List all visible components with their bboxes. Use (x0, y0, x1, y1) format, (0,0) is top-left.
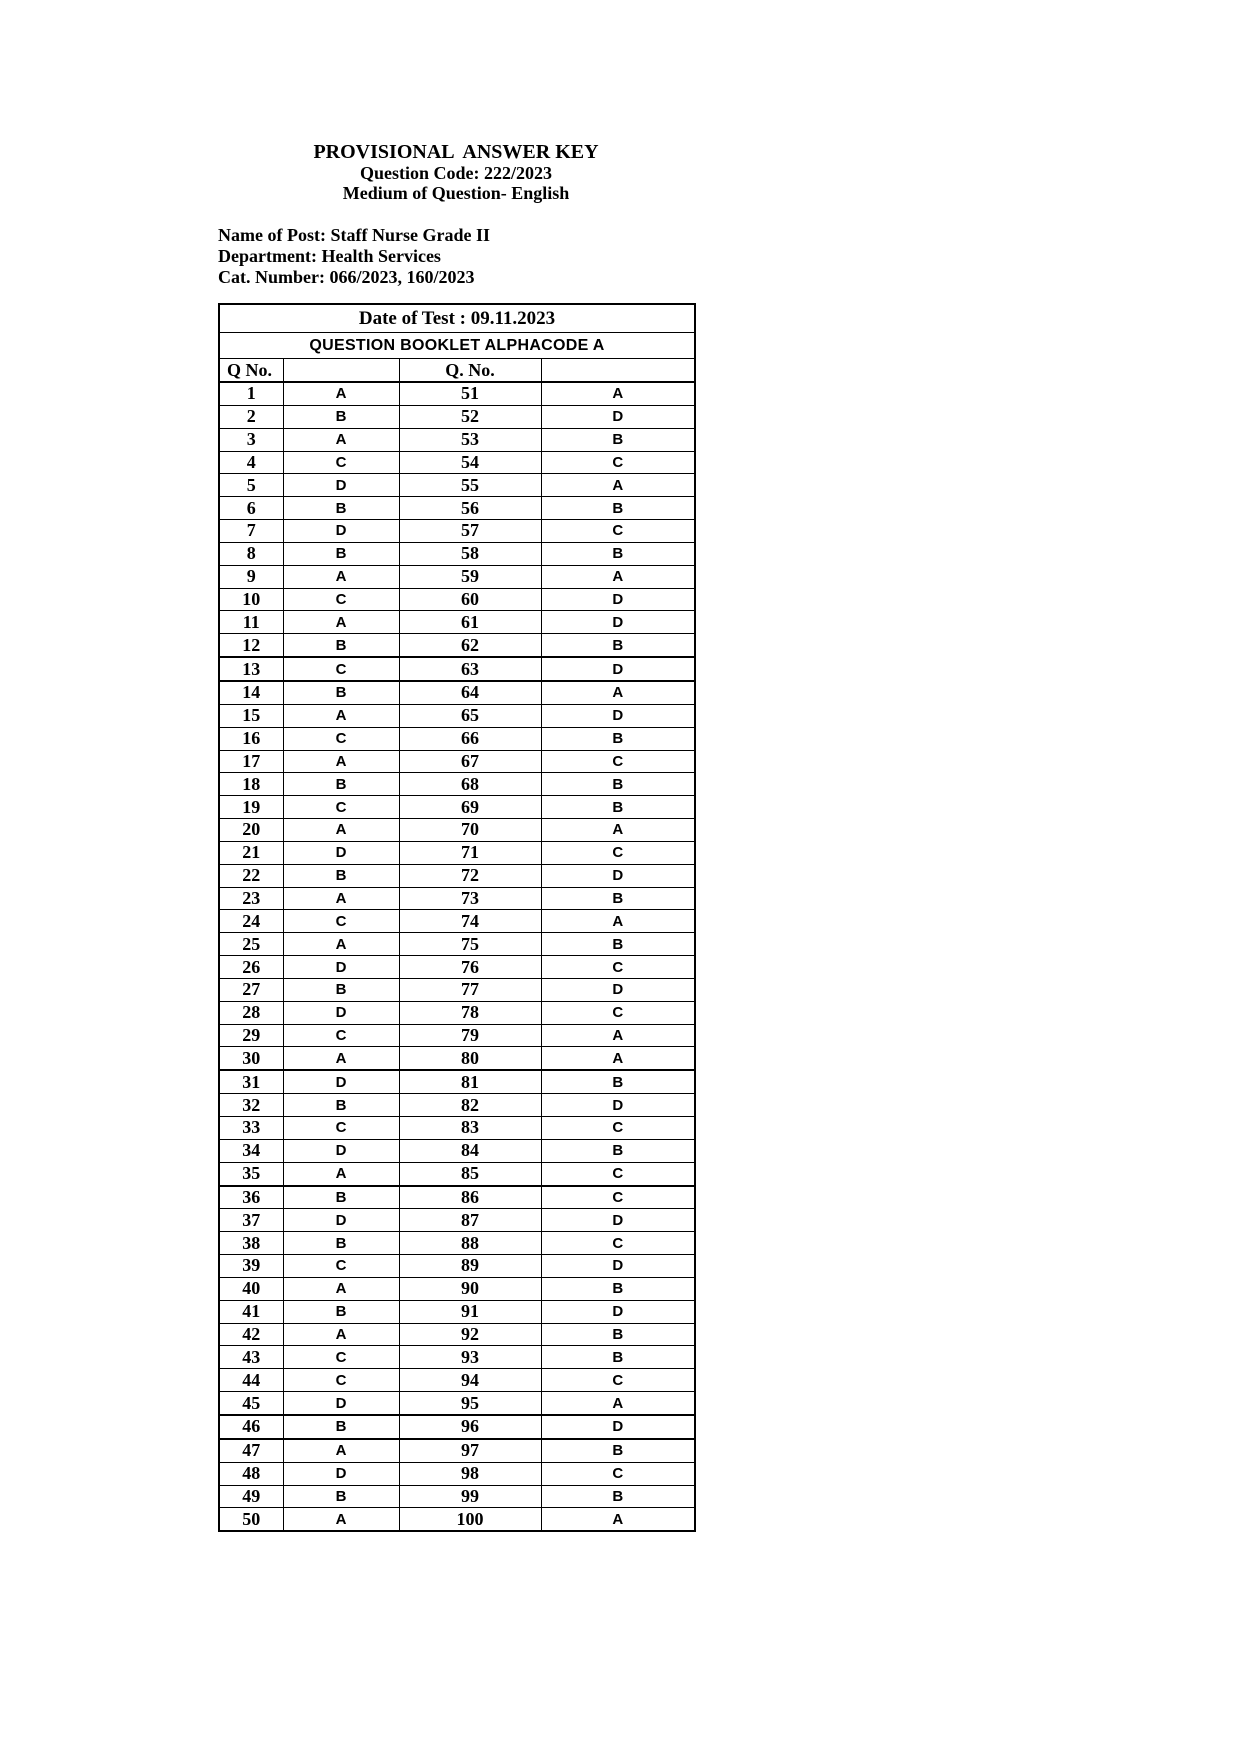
col-header-answer-2 (541, 359, 695, 383)
question-number-cell: 61 (399, 611, 541, 634)
answer-cell: B (541, 1139, 695, 1162)
question-number-cell: 29 (219, 1024, 283, 1047)
question-number-cell: 65 (399, 704, 541, 727)
question-number-cell: 80 (399, 1047, 541, 1070)
question-number-cell: 97 (399, 1439, 541, 1462)
table-row (219, 956, 695, 979)
medium-of-question: Medium of Question- English (342, 183, 570, 203)
table-row (219, 1300, 695, 1323)
table-row (219, 1139, 695, 1162)
question-number-cell: 38 (219, 1232, 283, 1255)
answer-rows (219, 382, 695, 1531)
question-number-cell: 64 (399, 681, 541, 704)
question-number-cell: 82 (399, 1094, 541, 1117)
answer-cell: B (541, 1346, 695, 1369)
question-number-cell: 8 (219, 542, 283, 565)
question-number-cell: 49 (219, 1485, 283, 1508)
table-row (219, 1209, 695, 1232)
table-row (219, 1047, 695, 1070)
question-number-cell: 34 (219, 1139, 283, 1162)
answer-cell: B (541, 1323, 695, 1346)
doc-title: PROVISIONAL ANSWER KEY (313, 141, 599, 163)
table-row (219, 1070, 695, 1093)
table-row (219, 1392, 695, 1415)
question-number-cell: 92 (399, 1323, 541, 1346)
answer-cell: D (283, 1070, 399, 1093)
question-number-cell: 67 (399, 750, 541, 773)
table-row (219, 796, 695, 819)
table-row (219, 887, 695, 910)
question-number-cell: 12 (219, 634, 283, 657)
answer-cell: C (541, 750, 695, 773)
table-row (219, 1255, 695, 1278)
question-number-cell: 72 (399, 864, 541, 887)
question-number-cell: 51 (399, 382, 541, 405)
answer-cell: C (283, 1117, 399, 1140)
question-number-cell: 85 (399, 1162, 541, 1185)
question-number-cell: 39 (219, 1255, 283, 1278)
answer-cell: A (283, 750, 399, 773)
answer-cell: D (541, 657, 695, 681)
answer-cell: D (541, 1209, 695, 1232)
answer-cell: A (541, 1047, 695, 1070)
table-row (219, 382, 695, 405)
answer-cell: D (283, 474, 399, 497)
answer-cell: D (283, 520, 399, 543)
table-row (219, 681, 695, 704)
question-number-cell: 89 (399, 1255, 541, 1278)
answer-cell: A (283, 933, 399, 956)
answer-cell: B (541, 1439, 695, 1462)
answer-cell: A (283, 887, 399, 910)
table-row (219, 1162, 695, 1185)
table-row (219, 1186, 695, 1209)
question-number-cell: 88 (399, 1232, 541, 1255)
title-block (218, 142, 694, 203)
answer-cell: A (541, 1024, 695, 1047)
question-number-cell: 91 (399, 1300, 541, 1323)
answer-cell: C (541, 1001, 695, 1024)
name-of-post: Name of Post: Staff Nurse Grade II (218, 225, 490, 245)
question-number-cell: 46 (219, 1415, 283, 1439)
answer-cell: C (541, 1232, 695, 1255)
question-number-cell: 95 (399, 1392, 541, 1415)
col-header-qno-2: Q. No. (399, 359, 541, 383)
table-row (219, 1094, 695, 1117)
table-row (219, 864, 695, 887)
question-number-cell: 17 (219, 750, 283, 773)
question-number-cell: 44 (219, 1369, 283, 1392)
question-number-cell: 84 (399, 1139, 541, 1162)
question-number-cell: 9 (219, 565, 283, 588)
answer-cell: D (283, 1139, 399, 1162)
question-number-cell: 28 (219, 1001, 283, 1024)
cat-number: Cat. Number: 066/2023, 160/2023 (218, 267, 475, 287)
question-number-cell: 68 (399, 773, 541, 796)
question-number-cell: 87 (399, 1209, 541, 1232)
answer-cell: B (283, 1186, 399, 1209)
answer-cell: D (541, 1300, 695, 1323)
table-row (219, 727, 695, 750)
table-row (219, 657, 695, 681)
table-row (219, 451, 695, 474)
question-number-cell: 36 (219, 1186, 283, 1209)
booklet-alphacode: QUESTION BOOKLET ALPHACODE A (219, 333, 695, 359)
table-row (219, 1369, 695, 1392)
answer-cell: B (541, 634, 695, 657)
question-number-cell: 20 (219, 819, 283, 842)
answer-cell: B (283, 542, 399, 565)
question-number-cell: 73 (399, 887, 541, 910)
column-header-row (219, 359, 695, 383)
table-row (219, 1485, 695, 1508)
table-row (219, 1024, 695, 1047)
answer-cell: D (541, 405, 695, 428)
answer-cell: A (283, 819, 399, 842)
question-number-cell: 40 (219, 1277, 283, 1300)
question-number-cell: 23 (219, 887, 283, 910)
question-number-cell: 70 (399, 819, 541, 842)
question-number-cell: 26 (219, 956, 283, 979)
question-number-cell: 98 (399, 1462, 541, 1485)
answer-key-table (218, 303, 696, 1532)
answer-cell: C (541, 451, 695, 474)
question-number-cell: 83 (399, 1117, 541, 1140)
question-number-cell: 7 (219, 520, 283, 543)
answer-cell: D (541, 1094, 695, 1117)
answer-cell: B (283, 1094, 399, 1117)
table-row (219, 405, 695, 428)
table-row (219, 704, 695, 727)
question-number-cell: 77 (399, 978, 541, 1001)
answer-cell: A (283, 611, 399, 634)
table-row (219, 474, 695, 497)
table-row (219, 542, 695, 565)
answer-cell: C (541, 1162, 695, 1185)
alphacode-row (219, 333, 695, 359)
table-row (219, 1415, 695, 1439)
answer-cell: A (283, 1508, 399, 1531)
question-number-cell: 81 (399, 1070, 541, 1093)
answer-cell: B (283, 1232, 399, 1255)
answer-cell: A (283, 428, 399, 451)
answer-cell: B (541, 1070, 695, 1093)
date-of-test: Date of Test : 09.11.2023 (219, 304, 695, 333)
table-row (219, 1001, 695, 1024)
question-number-cell: 58 (399, 542, 541, 565)
question-number-cell: 74 (399, 910, 541, 933)
answer-cell: C (283, 910, 399, 933)
department: Department: Health Services (218, 246, 441, 266)
answer-cell: A (283, 1162, 399, 1185)
question-number-cell: 50 (219, 1508, 283, 1531)
question-number-cell: 6 (219, 497, 283, 520)
answer-cell: C (541, 1117, 695, 1140)
question-number-cell: 13 (219, 657, 283, 681)
question-number-cell: 21 (219, 841, 283, 864)
table-row (219, 1346, 695, 1369)
table-row (219, 634, 695, 657)
question-number-cell: 47 (219, 1439, 283, 1462)
date-of-test-row (219, 304, 695, 333)
table-row (219, 565, 695, 588)
table-row (219, 428, 695, 451)
question-number-cell: 31 (219, 1070, 283, 1093)
table-row (219, 1232, 695, 1255)
col-header-answer-1 (283, 359, 399, 383)
question-number-cell: 79 (399, 1024, 541, 1047)
answer-cell: A (541, 910, 695, 933)
answer-cell: D (541, 704, 695, 727)
question-number-cell: 25 (219, 933, 283, 956)
answer-cell: B (283, 864, 399, 887)
question-number-cell: 19 (219, 796, 283, 819)
question-number-cell: 66 (399, 727, 541, 750)
answer-cell: A (541, 819, 695, 842)
question-number-cell: 96 (399, 1415, 541, 1439)
question-number-cell: 53 (399, 428, 541, 451)
question-number-cell: 5 (219, 474, 283, 497)
answer-cell: D (541, 978, 695, 1001)
answer-cell: D (283, 1462, 399, 1485)
question-number-cell: 4 (219, 451, 283, 474)
answer-cell: C (283, 451, 399, 474)
answer-cell: D (283, 1001, 399, 1024)
answer-cell: D (541, 1415, 695, 1439)
question-number-cell: 10 (219, 588, 283, 611)
answer-cell: B (541, 497, 695, 520)
table-row (219, 819, 695, 842)
answer-cell: B (541, 933, 695, 956)
table-row (219, 910, 695, 933)
answer-cell: A (541, 681, 695, 704)
question-number-cell: 57 (399, 520, 541, 543)
table-row (219, 611, 695, 634)
answer-cell: B (283, 497, 399, 520)
table-row (219, 978, 695, 1001)
question-number-cell: 52 (399, 405, 541, 428)
question-number-cell: 69 (399, 796, 541, 819)
question-number-cell: 55 (399, 474, 541, 497)
table-row (219, 1323, 695, 1346)
answer-cell: C (283, 1369, 399, 1392)
question-number-cell: 2 (219, 405, 283, 428)
table-row (219, 933, 695, 956)
answer-cell: D (283, 841, 399, 864)
question-number-cell: 27 (219, 978, 283, 1001)
question-number-cell: 93 (399, 1346, 541, 1369)
question-number-cell: 35 (219, 1162, 283, 1185)
question-code: Question Code: 222/2023 (359, 163, 552, 183)
answer-cell: C (283, 1024, 399, 1047)
answer-cell: C (283, 796, 399, 819)
question-number-cell: 63 (399, 657, 541, 681)
answer-cell: B (283, 405, 399, 428)
question-number-cell: 1 (219, 382, 283, 405)
answer-cell: C (283, 1346, 399, 1369)
question-number-cell: 3 (219, 428, 283, 451)
answer-cell: C (541, 1369, 695, 1392)
answer-cell: A (541, 1392, 695, 1415)
question-number-cell: 37 (219, 1209, 283, 1232)
question-number-cell: 62 (399, 634, 541, 657)
table-row (219, 1439, 695, 1462)
question-number-cell: 24 (219, 910, 283, 933)
question-number-cell: 86 (399, 1186, 541, 1209)
question-number-cell: 60 (399, 588, 541, 611)
answer-cell: D (541, 864, 695, 887)
post-info-block (218, 225, 694, 288)
question-number-cell: 30 (219, 1047, 283, 1070)
answer-cell: B (541, 727, 695, 750)
answer-cell: A (283, 1323, 399, 1346)
question-number-cell: 59 (399, 565, 541, 588)
answer-cell: C (283, 1255, 399, 1278)
question-number-cell: 42 (219, 1323, 283, 1346)
table-row (219, 1508, 695, 1531)
answer-cell: C (283, 657, 399, 681)
table-row (219, 750, 695, 773)
question-number-cell: 15 (219, 704, 283, 727)
answer-cell: D (283, 956, 399, 979)
question-number-cell: 99 (399, 1485, 541, 1508)
answer-cell: B (541, 1277, 695, 1300)
answer-cell: A (283, 1047, 399, 1070)
answer-cell: D (541, 1255, 695, 1278)
question-number-cell: 45 (219, 1392, 283, 1415)
question-number-cell: 11 (219, 611, 283, 634)
question-number-cell: 43 (219, 1346, 283, 1369)
table-row (219, 1277, 695, 1300)
answer-cell: D (283, 1209, 399, 1232)
question-number-cell: 56 (399, 497, 541, 520)
question-number-cell: 78 (399, 1001, 541, 1024)
answer-key-document (218, 142, 694, 1532)
table-row (219, 773, 695, 796)
question-number-cell: 71 (399, 841, 541, 864)
answer-cell: B (541, 428, 695, 451)
table-row (219, 588, 695, 611)
answer-cell: C (541, 956, 695, 979)
answer-cell: A (541, 382, 695, 405)
question-number-cell: 75 (399, 933, 541, 956)
question-number-cell: 76 (399, 956, 541, 979)
answer-cell: B (283, 634, 399, 657)
table-row (219, 1462, 695, 1485)
answer-cell: B (283, 1300, 399, 1323)
answer-cell: B (283, 773, 399, 796)
answer-cell: B (541, 1485, 695, 1508)
table-row (219, 841, 695, 864)
col-header-qno-1: Q No. (219, 359, 283, 383)
question-number-cell: 90 (399, 1277, 541, 1300)
answer-cell: B (541, 542, 695, 565)
answer-cell: B (541, 887, 695, 910)
answer-cell: C (541, 1462, 695, 1485)
answer-cell: A (283, 1439, 399, 1462)
question-number-cell: 18 (219, 773, 283, 796)
answer-cell: A (541, 474, 695, 497)
answer-cell: A (283, 565, 399, 588)
answer-cell: A (283, 382, 399, 405)
answer-cell: C (541, 520, 695, 543)
question-number-cell: 14 (219, 681, 283, 704)
answer-cell: C (283, 588, 399, 611)
question-number-cell: 41 (219, 1300, 283, 1323)
answer-cell: B (283, 978, 399, 1001)
answer-cell: B (283, 1415, 399, 1439)
answer-cell: B (541, 796, 695, 819)
question-number-cell: 22 (219, 864, 283, 887)
question-number-cell: 54 (399, 451, 541, 474)
question-number-cell: 32 (219, 1094, 283, 1117)
question-number-cell: 16 (219, 727, 283, 750)
answer-cell: C (283, 727, 399, 750)
answer-cell: A (283, 704, 399, 727)
question-number-cell: 48 (219, 1462, 283, 1485)
answer-cell: C (541, 841, 695, 864)
answer-cell: A (541, 565, 695, 588)
question-number-cell: 100 (399, 1508, 541, 1531)
table-row (219, 520, 695, 543)
answer-cell: B (541, 773, 695, 796)
answer-cell: C (541, 1186, 695, 1209)
question-number-cell: 94 (399, 1369, 541, 1392)
answer-cell: B (283, 1485, 399, 1508)
answer-cell: D (541, 611, 695, 634)
table-row (219, 1117, 695, 1140)
answer-cell: A (283, 1277, 399, 1300)
answer-cell: D (283, 1392, 399, 1415)
question-number-cell: 33 (219, 1117, 283, 1140)
table-row (219, 497, 695, 520)
answer-cell: A (541, 1508, 695, 1531)
answer-cell: D (541, 588, 695, 611)
answer-cell: B (283, 681, 399, 704)
